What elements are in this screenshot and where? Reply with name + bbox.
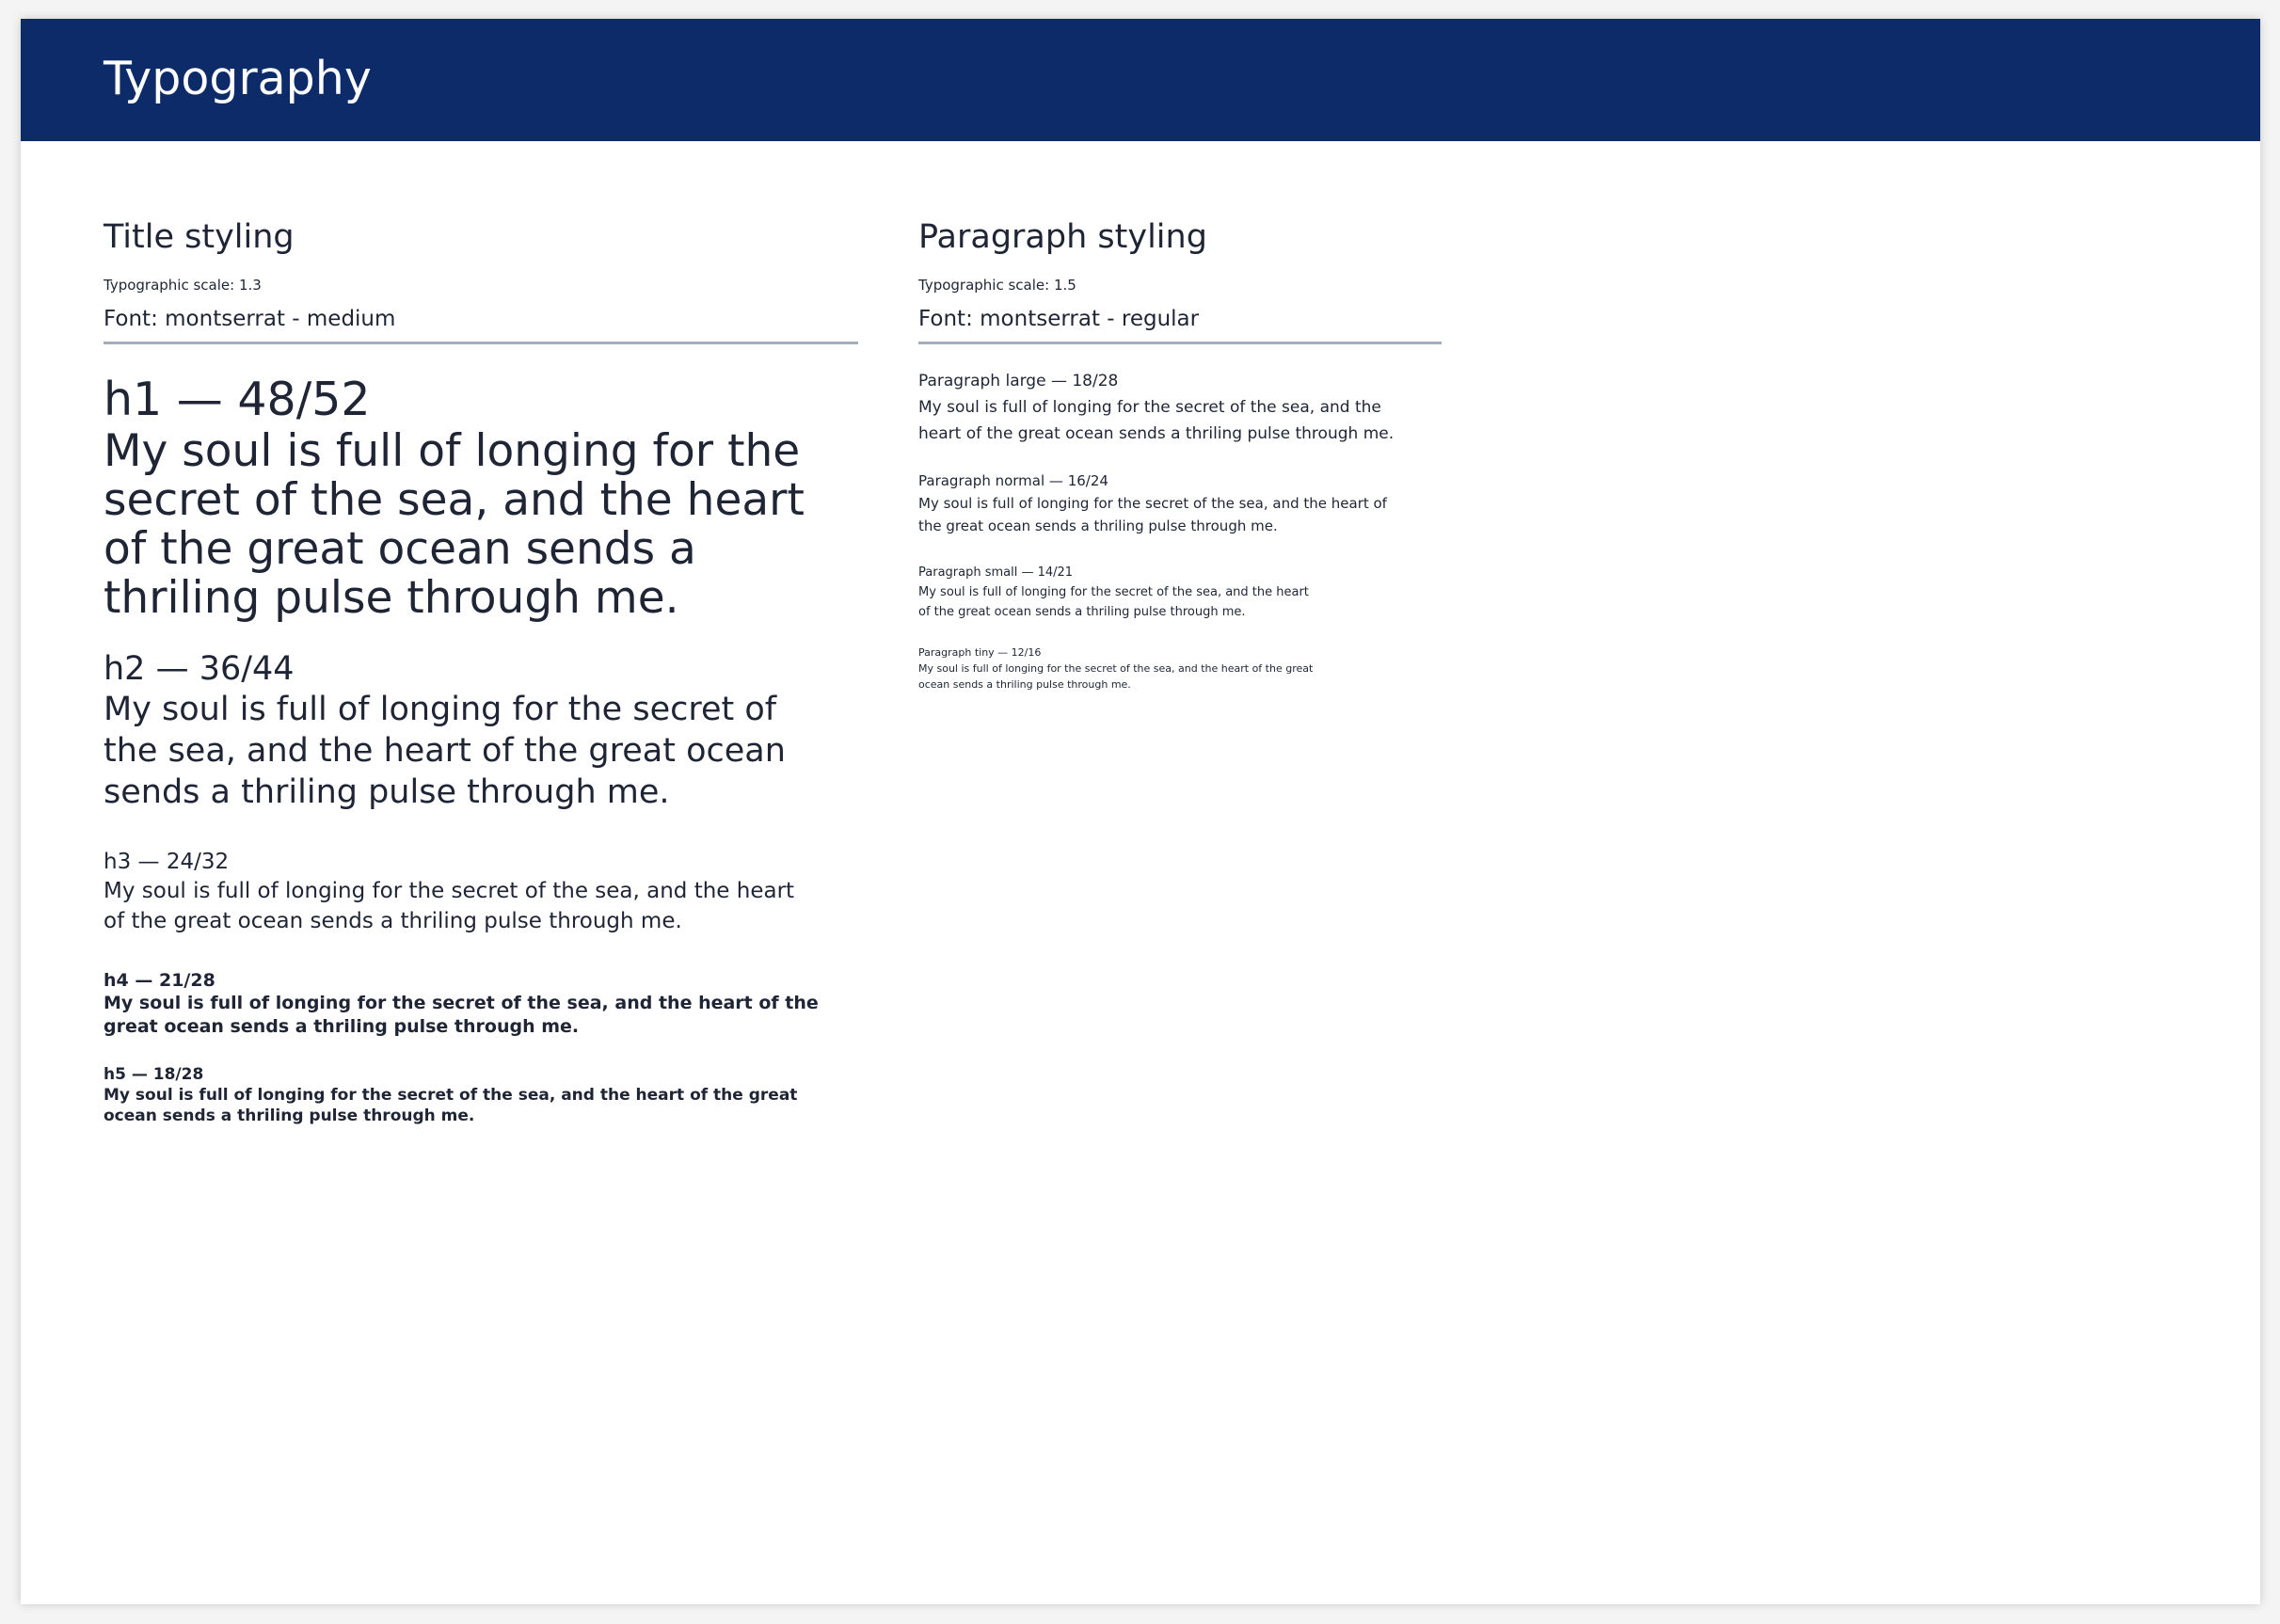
- paragraph-large-text: My soul is full of longing for the secret of the sea, and the heart of the great ocean sends a thriling pulse through me.: [918, 398, 1395, 443]
- h3-sample: [104, 848, 819, 936]
- title-divider: [104, 342, 858, 344]
- paragraph-small-label: Paragraph small — 14/21: [918, 565, 1074, 580]
- paragraph-scale-note: Typographic scale: 1.5: [918, 277, 1076, 294]
- header-banner: [21, 19, 2260, 141]
- h3-sample-text: My soul is full of longing for the secret of the sea, and the heart of the great ocean sends a thriling pulse through me.: [104, 879, 795, 933]
- h4-sample: [104, 969, 819, 1039]
- paragraph-tiny-text: My soul is full of longing for the secret of the sea, and the heart of the great ocean sends a thriling pulse through me.: [918, 662, 1314, 691]
- paragraph-divider: [918, 342, 1442, 344]
- paragraph-font-note: Font: montserrat - regular: [918, 307, 1200, 331]
- paragraph-small-sample: [918, 563, 1314, 622]
- h3-sample-label: h3 — 24/32: [104, 850, 230, 874]
- typography-sheet: [21, 19, 2260, 1604]
- h5-sample-label: h5 — 18/28: [104, 1065, 204, 1084]
- h5-sample-text: My soul is full of longing for the secret of the sea, and the heart of the great ocean sends a thriling pulse through me.: [104, 1086, 798, 1125]
- paragraph-large-sample: [918, 368, 1427, 447]
- paragraph-tiny-label: Paragraph tiny — 12/16: [918, 646, 1042, 659]
- h2-sample-label: h2 — 36/44: [104, 650, 295, 688]
- h4-sample-text: My soul is full of longing for the secret of the sea, and the heart of the great ocean sends a thriling pulse through me.: [104, 993, 819, 1037]
- paragraph-small-text: My soul is full of longing for the secret of the sea, and the heart of the great ocean sends a thriling pulse through me.: [918, 585, 1309, 619]
- h4-sample-label: h4 — 21/28: [104, 970, 215, 991]
- h2-sample: [104, 649, 819, 813]
- paragraph-large-label: Paragraph large — 18/28: [918, 372, 1119, 390]
- title-font-note: Font: montserrat - medium: [104, 307, 396, 331]
- title-scale-note: Typographic scale: 1.3: [104, 277, 262, 294]
- paragraph-normal-sample: [918, 470, 1389, 537]
- title-styling-heading: Title styling: [104, 218, 295, 256]
- h1-sample: [104, 374, 837, 623]
- paragraph-normal-text: My soul is full of longing for the secret of the sea, and the heart of the great ocean sends a thriling pulse through me.: [918, 495, 1387, 534]
- page-title: Typography: [104, 52, 372, 105]
- h2-sample-text: My soul is full of longing for the secret of the sea, and the heart of the great ocean sends a thriling pulse through me.: [104, 691, 786, 811]
- paragraph-styling-heading: Paragraph styling: [918, 218, 1207, 256]
- h1-sample-label: h1 — 48/52: [104, 373, 371, 426]
- h1-sample-text: My soul is full of longing for the secret of the sea, and the heart of the great ocean sends a thriling pulse through me.: [104, 425, 805, 624]
- paragraph-normal-label: Paragraph normal — 16/24: [918, 472, 1108, 489]
- h5-sample: [104, 1064, 819, 1126]
- paragraph-tiny-sample: [918, 645, 1314, 693]
